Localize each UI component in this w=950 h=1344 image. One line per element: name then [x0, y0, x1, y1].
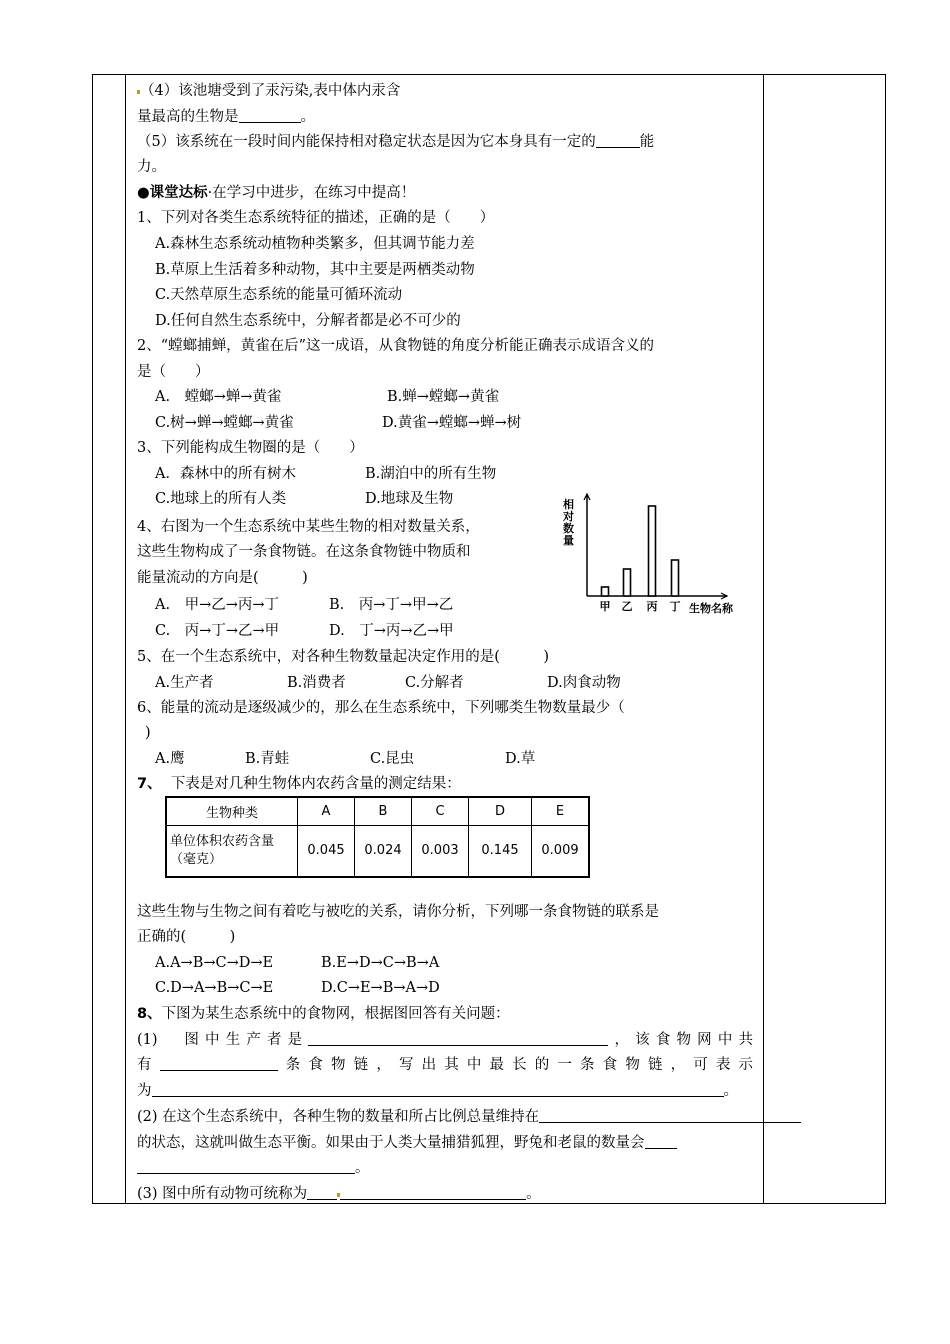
question-4: 4、右图为一个生态系统中某些生物的相对数量关系，	[137, 519, 480, 535]
category-label: 丁	[669, 600, 681, 613]
q1-option-d: D.任何自然生态系统中，分解者都是必不可少的	[155, 313, 461, 329]
table-cell-d: 0.145	[469, 825, 532, 877]
question-6-cont: )	[145, 725, 151, 741]
question-7-cont-2: 正确的( )	[137, 929, 236, 945]
answer-blank[interactable]	[596, 133, 640, 148]
y-axis-label: 相对数量	[563, 498, 574, 547]
bar-1	[602, 587, 609, 596]
answer-blank-longest-chain[interactable]	[152, 1082, 724, 1097]
table-column-e: E	[532, 797, 590, 825]
question-7-cont: 这些生物与生物之间有着吃与被吃的关系，请你分析，下列哪一条食物链的联系是	[137, 904, 659, 920]
q6-option-c: C.昆虫	[370, 751, 415, 767]
table-cell-e: 0.009	[532, 825, 590, 877]
q8-part-1: (1) 图中生产者是 ，该食物网中共	[137, 1032, 754, 1048]
answer-blank-change-cont[interactable]	[137, 1159, 355, 1174]
q1-option-a: A.森林生态系统动植物种类繁多，但其调节能力差	[155, 236, 475, 252]
q7-option-d: D.C→E→B→A→D	[321, 980, 440, 996]
q2-option-d: D.黄雀→螳螂→蝉→树	[382, 415, 522, 431]
q8-part-1-cont: 有 条食物链，写出其中最长的一条食物链，可表示	[137, 1057, 754, 1073]
q6-option-a: A.鹰	[155, 751, 185, 767]
q7-option-c: C.D→A→B→C→E	[155, 980, 274, 996]
q7-option-b: B.E→D→C→B→A	[321, 955, 440, 971]
q5-option-b: B.消费者	[287, 675, 346, 691]
q3-option-a: A．森林中的所有树木	[155, 466, 296, 482]
q4-option-d: D. 丁→丙→乙→甲	[329, 623, 454, 639]
category-label: 丙	[646, 600, 658, 613]
table-column-a: A	[298, 797, 355, 825]
question-4-cont: 这些生物构成了一条食物链。在这条食物链中物质和	[137, 544, 471, 560]
q2-option-c: C.树→蝉→螳螂→黄雀	[155, 415, 294, 431]
question-4-cont-2: 能量流动的方向是( )	[137, 570, 308, 586]
question-2: 2、“螳螂捕蝉，黄雀在后”这一成语，从食物链的角度分析能正确表示成语含义的	[137, 338, 655, 354]
q8-part-2-cont: 的状态，这就叫做生态平衡。如果由于人类大量捕猎狐狸，野兔和老鼠的数量会	[137, 1133, 677, 1153]
q4-option-a: A. 甲→乙→丙→丁	[155, 597, 280, 613]
q4-option-c: C. 丙→丁→乙→甲	[155, 623, 280, 639]
q5-line-2: 力。	[137, 159, 166, 175]
answer-blank-consumers[interactable]	[307, 1185, 337, 1200]
answer-blank[interactable]	[239, 108, 301, 123]
table-cell-a: 0.045	[298, 825, 355, 877]
q3-option-c: C.地球上的所有人类	[155, 491, 287, 507]
table-header-label: 生物种类	[166, 797, 298, 825]
section-heading: ●课堂达标·在学习中进步，在练习中提高！	[137, 185, 416, 201]
question-5: 5、在一个生态系统中，对各种生物数量起决定作用的是( )	[137, 649, 550, 665]
q3-option-d: D.地球及生物	[365, 491, 454, 507]
bar-4	[672, 560, 679, 596]
answer-blank-consumers-cont[interactable]	[340, 1185, 526, 1200]
bar-2	[624, 569, 631, 596]
bar-3	[649, 506, 656, 596]
table-row-label: 单位体积农药含量（毫克）	[166, 825, 298, 877]
answer-blank-chain-count[interactable]	[160, 1056, 278, 1071]
question-6: 6、能量的流动是逐级减少的，那么在生态系统中，下列哪类生物数量最少（	[137, 700, 625, 716]
answer-blank-producer[interactable]	[308, 1031, 608, 1046]
pesticide-table	[165, 796, 590, 878]
q5-line: （5）该系统在一段时间内能保持相对稳定状态是因为它本身具有一定的 能	[137, 134, 655, 150]
table-cell-c: 0.003	[412, 825, 469, 877]
q8-part-3: (3) 图中所有动物可统称为 。	[137, 1186, 541, 1202]
q2-option-a: A. 螳螂→蝉→黄雀	[155, 389, 282, 405]
q3-option-b: B.湖泊中的所有生物	[365, 466, 497, 482]
q6-option-b: B.青蛙	[245, 751, 290, 767]
left-column-divider	[125, 75, 126, 1203]
table-column-c: C	[412, 797, 469, 825]
table-column-d: D	[469, 797, 532, 825]
relative-quantity-chart	[557, 486, 737, 621]
q1-option-b: B.草原上生活着多种动物，其中主要是两栖类动物	[155, 262, 475, 278]
q4-option-b: B. 丙→丁→甲→乙	[329, 597, 454, 613]
q5-option-a: A.生产者	[155, 675, 214, 691]
question-2-cont: 是（ ）	[137, 364, 210, 380]
table-cell-b: 0.024	[355, 825, 412, 877]
category-label: 乙	[621, 600, 633, 613]
q6-option-d: D.草	[505, 751, 536, 767]
q4-line: （4）该池塘受到了汞污染,表中体内汞含	[137, 81, 400, 101]
question-3: 3、下列能构成生物圈的是（ ）	[137, 440, 364, 456]
q8-part-2-cont-2: 。	[137, 1158, 370, 1178]
q4-line-2: 量最高的生物是 。	[137, 109, 315, 125]
q7-option-a: A.A→B→C→D→E	[155, 955, 274, 971]
category-label: 甲	[599, 600, 611, 613]
answer-blank-balance[interactable]	[539, 1108, 801, 1123]
q1-option-c: C.天然草原生态系统的能量可循环流动	[155, 287, 403, 303]
right-column-divider	[763, 75, 764, 1203]
question-1: 1、下列对各类生态系统特征的描述，正确的是（ ）	[137, 210, 495, 226]
q5-option-c: C.分解者	[405, 675, 464, 691]
table-column-b: B	[355, 797, 412, 825]
question-8: 8、下图为某生态系统中的食物网，根据图回答有关问题：	[137, 1006, 510, 1022]
question-7: 7、 下表是对几种生物体内农药含量的测定结果：	[137, 776, 461, 792]
q2-option-b: B.蝉→螳螂→黄雀	[387, 389, 500, 405]
q8-part-1-cont-2: 为 。	[137, 1083, 738, 1099]
x-axis-label: 生物名称	[689, 602, 733, 615]
answer-blank-change[interactable]	[645, 1134, 677, 1149]
q8-part-2: (2) 在这个生态系统中，各种生物的数量和所占比例总量维持在	[137, 1107, 801, 1127]
q5-option-d: D.肉食动物	[547, 675, 621, 691]
